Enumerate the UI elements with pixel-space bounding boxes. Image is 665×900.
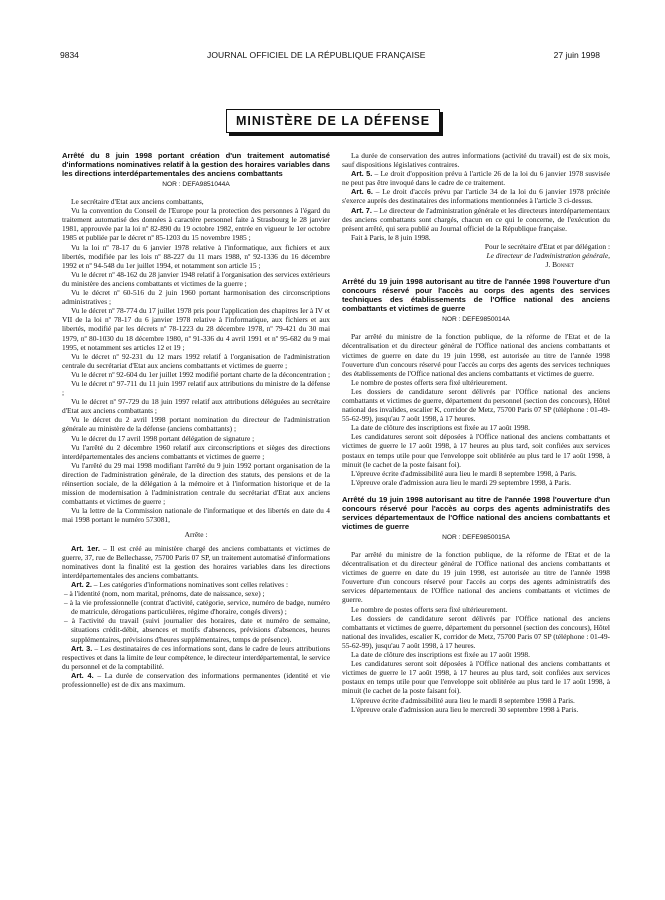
- vu-item: Vu le décret nº 97-729 du 18 juin 1997 relatif aux attributions déléguées au secrétaire d'Etat aux anciens combattants ;: [62, 397, 330, 416]
- page-number: 9834: [60, 50, 79, 60]
- delegation-line: Pour le secrétaire d'Etat et par délégation :: [484, 241, 610, 251]
- paragraph: Le nombre de postes offerts sera fixé ultérieurement.: [351, 377, 508, 387]
- vu-item: Vu l'arrêté du 29 mai 1998 modifiant l'arrêté du 9 juin 1992 portant organisation de la direction de l'administration générale, de la direction des statuts, des pensions et de la réinsertion sociale, de la délégation à la mémoire et à l'information historique et de la mission de modernisation à l'administration centrale du secrétariat d'Etat aux anciens combattants et victimes de guerre ;: [62, 460, 330, 507]
- nor-reference: NOR : DEFE9850015A: [442, 533, 510, 541]
- list-item: – à l'identité (nom, nom marital, prénoms, date de naissance, sexe) ;: [64, 589, 265, 599]
- vu-item: Vu le décret nº 78-774 du 17 juillet 1978 pris pour l'application des chapitres Ier à IV et VII de la loi nº 78-17 du 6 janvier 1978 relative à l'informatique, aux fichiers et aux libertés, modifié par les décrets nº 78-1223 du 28 décembre 1978, nº 79-421 du 30 mai 1979, nº 80-1030 du 18 décembre 1980, nº 91-336 du 4 avril 1991 et nº 95-682 du 9 mai 1995, et notamment ses articles 12 et 19 ;: [62, 306, 330, 352]
- right-column: [342, 151, 610, 714]
- arrete-title: Arrêté du 19 juin 1998 autorisant au titre de l'année 1998 l'ouverture d'un concours réservé pour l'accès au corps des agents administratifs des services départementaux de l'Office national des anciens combattants et victimes de guerre: [342, 494, 610, 531]
- paragraph: Les dossiers de candidature seront délivrés par l'Office national des anciens combattants et victimes de guerre, département du personnel (section des concours), Hôtel national des invalides, escalier K, corridor de Metz, 75700 Paris 07 SP (téléphone : 01-49-55-62-99), jusqu'au 7 août 1998, à 17 heures.: [342, 613, 610, 650]
- intro: Le secrétaire d'Etat aux anciens combattants,: [71, 197, 204, 207]
- signed-place-date: Fait à Paris, le 8 juin 1998.: [351, 232, 431, 242]
- article-label: Art. 5.: [351, 169, 373, 179]
- paragraph: Les candidatures seront soit déposées à l'Office national des anciens combattants et victimes de guerre le 17 août 1998, à 17 heures au plus tard, soit confiées aux services postaux en temps utile pour que l'enveloppe soit oblitérée au plus tard le 17 août 1998, à minuit (le cachet de la poste faisant foi).: [342, 659, 610, 696]
- article-label: Art. 2.: [71, 579, 92, 589]
- vu-item: Vu le décret nº 97-711 du 11 juin 1997 relatif aux attributions du ministre de la défense ;: [62, 378, 330, 398]
- signatory-role: Le directeur de l'administration générale,: [486, 251, 610, 261]
- article-label: Art. 4.: [71, 670, 94, 680]
- article-2: [62, 580, 330, 589]
- article-text: – Le droit d'opposition prévu à l'article 26 de la loi du 6 janvier 1978 susvisée ne peut pas être invoqué dans le cadre de ce traitement.: [342, 169, 610, 188]
- article-label: Art. 6.: [351, 187, 373, 197]
- vu-item: Vu la lettre de la Commission nationale de l'informatique et des libertés en date du 4 mai 1998 portant le numéro 573081,: [62, 506, 330, 525]
- vu-item: Vu le décret nº 60-516 du 2 juin 1960 portant harmonisation des circonscriptions administratives ;: [62, 288, 330, 307]
- arrete-heading: Arrête :: [184, 530, 208, 540]
- ministry-banner: MINISTÈRE DE LA DÉFENSE: [226, 109, 440, 133]
- page-header: [60, 50, 600, 60]
- paragraph: L'épreuve écrite d'admissibilité aura lieu le mardi 8 septembre 1998 à Paris.: [351, 695, 575, 705]
- vu-item: Vu l'arrêté du 2 décembre 1960 relatif aux circonscriptions et sièges des directions interdépartementales des anciens combattants et victimes de guerre ;: [62, 442, 330, 461]
- left-column: [62, 151, 330, 689]
- paragraph: La date de clôture des inscriptions est fixée au 17 août 1998.: [351, 423, 530, 433]
- article-label: Art. 3.: [71, 643, 93, 653]
- vu-item: Vu la loi nº 78-17 du 6 janvier 1978 relative à l'informatique, aux fichiers et aux libertés, modifiée par les lois nº 88-227 du 11 mars 1988, nº 92-1336 du 16 décembre 1992 et nº 94-548 du 1er juillet 1994, et notamment son article 15 ;: [62, 242, 330, 270]
- article-label: Art. 1er.: [71, 543, 100, 553]
- arrete-title: Arrêté du 8 juin 1998 portant création d'un traitement automatisé d'informations nominatives relatif à la gestion des horaires variables dans les directions interdépartementales des anciens combattants: [62, 151, 330, 178]
- nor-reference: NOR : DEFE9850014A: [442, 316, 510, 324]
- article-label: Art. 7.: [351, 205, 372, 215]
- article-text: – Les catégories d'informations nominatives sont celles relatives :: [91, 579, 289, 589]
- article-text: – Le directeur de l'administration générale et les directeurs interdépartementaux des anciens combattants sont chargés, chacun en ce qui le concerne, de l'exécution du présent arrêté, qui sera publié au Journal officiel de la République française.: [342, 205, 610, 233]
- issue-date: 27 juin 1998: [553, 50, 600, 60]
- paragraph: Le nombre de postes offerts sera fixé ultérieurement.: [351, 604, 508, 614]
- article-3: [62, 644, 330, 671]
- paragraph: Les dossiers de candidature seront délivrés par l'Office national des anciens combattants et victimes de guerre, département du personnel (section des concours), Hôtel national des invalides, escalier K, corridor de Metz, 75700 Paris 07 SP (téléphone : 01-49-55-62-99), jusqu'au 7 août 1998, à 17 heures.: [342, 386, 610, 424]
- list-item: – à l'activité du travail (suivi journalier des horaires, date et numéro de semaine, situations crédit-débit, absences et motifs d'absences, prévisions d'absences, heures supplémentaires, prévisions d'heures supplémentaires, temps de présence).: [64, 616, 330, 644]
- article-1: [62, 544, 330, 580]
- vu-item: Vu la convention du Conseil de l'Europe pour la protection des personnes à l'égard du traitement automatisé des données à caractère personnel faite à Strasbourg le 28 janvier 1981, approuvée par la loi nº 82-890 du 19 octobre 1982, entrée en vigueur le 1er octobre 1985 et publiée par le décret nº 85-1203 du 15 novembre 1985 ;: [62, 206, 330, 243]
- vu-item: Vu le décret du 2 avril 1998 portant nomination du directeur de l'administration générale au ministère de la défense (anciens combattants) ;: [62, 415, 330, 434]
- signatory-name: J. Bonnet: [545, 260, 574, 270]
- paragraph: Par arrêté du ministre de la fonction publique, de la réforme de l'Etat et de la décentralisation et du directeur général de l'Office national des anciens combattants et victimes de guerre en date du 19 juin 1998, est autorisée au titre de l'année 1998 l'ouverture d'un concours réservé pour l'accès au corps des agents administratifs des services départementaux de l'Office national des anciens combattants et victimes de guerre.: [342, 550, 610, 605]
- paragraph: L'épreuve écrite d'admissibilité aura lieu le mardi 8 septembre 1998, à Paris.: [351, 468, 577, 478]
- article-5: [342, 169, 610, 187]
- nor-reference: NOR : DEFA9851044A: [162, 181, 230, 188]
- article-text: – Il est créé au ministère chargé des anciens combattants et victimes de guerre, 37, rue de Bellechasse, 75700 Paris 07 SP, un traitement automatisé d'informations nominatives dont la finalité est la gestion des horaires variables dans les directions interdépartementales des anciens combattants.: [62, 543, 330, 580]
- article-text: – Le droit d'accès prévu par l'article 34 de la loi du 6 janvier 1978 précitée s'exerce auprès des destinataires des informations mentionnées à l'article 3 ci-dessus.: [342, 187, 611, 206]
- paragraph: Par arrêté du ministre de la fonction publique, de la réforme de l'Etat et de la décentralisation et du directeur général de l'Office national des anciens combattants et victimes de guerre en date du 19 juin 1998, est autorisée au titre de l'année 1998 l'ouverture d'un concours réservé pour l'accès au corps des agents des services techniques des établissements de l'Office national des anciens combattants et victimes de guerre.: [342, 332, 610, 378]
- article-text: – Les destinataires de ces informations sont, dans le cadre de leurs attributions respectives et dans la limite de leur compétence, le directeur interdépartemental, le service du personnel et de la comptabilité.: [62, 643, 330, 671]
- paragraph: L'épreuve orale d'admission aura lieu le mardi 29 septembre 1998, à Paris.: [351, 477, 572, 487]
- journal-title: JOURNAL OFFICIEL DE LA RÉPUBLIQUE FRANÇAISE: [207, 50, 426, 60]
- continuation: La durée de conservation des autres informations (activité du travail) est de six mois, sauf dispositions législatives contraires.: [342, 151, 610, 170]
- paragraph: L'épreuve orale d'admission aura lieu le mercredi 30 septembre 1998 à Paris.: [351, 704, 579, 714]
- vu-item: Vu le décret nº 48-162 du 28 janvier 1948 relatif à l'organisation des services extérieurs du ministère des anciens combattants et victimes de la guerre ;: [62, 269, 330, 288]
- article-4: [62, 671, 330, 689]
- list-item: – à la vie professionnelle (contrat d'activité, catégorie, service, numéro de badge, numéro de matricule, dérogations particulières, régime d'horaire, congés divers) ;: [64, 598, 330, 617]
- vu-item: Vu le décret nº 92-604 du 1er juillet 1992 modifié portant charte de la déconcentration ;: [71, 369, 330, 379]
- vu-item: Vu le décret nº 92-231 du 12 mars 1992 relatif à l'organisation de l'administration centrale du secrétariat d'Etat aux anciens combattants et victimes de guerre ;: [62, 351, 330, 370]
- paragraph: La date de clôture des inscriptions est fixée au 17 août 1998.: [351, 650, 530, 660]
- paragraph: Les candidatures seront soit déposées à l'Office national des anciens combattants et victimes de guerre le 17 août 1998, à 17 heures au plus tard, soit confiées aux services postaux en temps utile pour que l'enveloppe soit oblitérée au plus tard le 17 août 1998, à minuit (le cachet de la poste faisant foi).: [342, 432, 610, 469]
- article-6: [342, 187, 610, 205]
- article-text: – La durée de conservation des informations permanentes (identité et vie professionnelle) est de dix ans maximum.: [62, 670, 331, 689]
- article-7: [342, 206, 610, 233]
- vu-item: Vu le décret du 17 avril 1998 portant délégation de signature ;: [71, 433, 255, 443]
- arrete-title: Arrêté du 19 juin 1998 autorisant au titre de l'année 1998 l'ouverture d'un concours réservé pour l'accès au corps des agents des services techniques des établissements de l'Office national des anciens combattants et victimes de guerre: [342, 277, 610, 314]
